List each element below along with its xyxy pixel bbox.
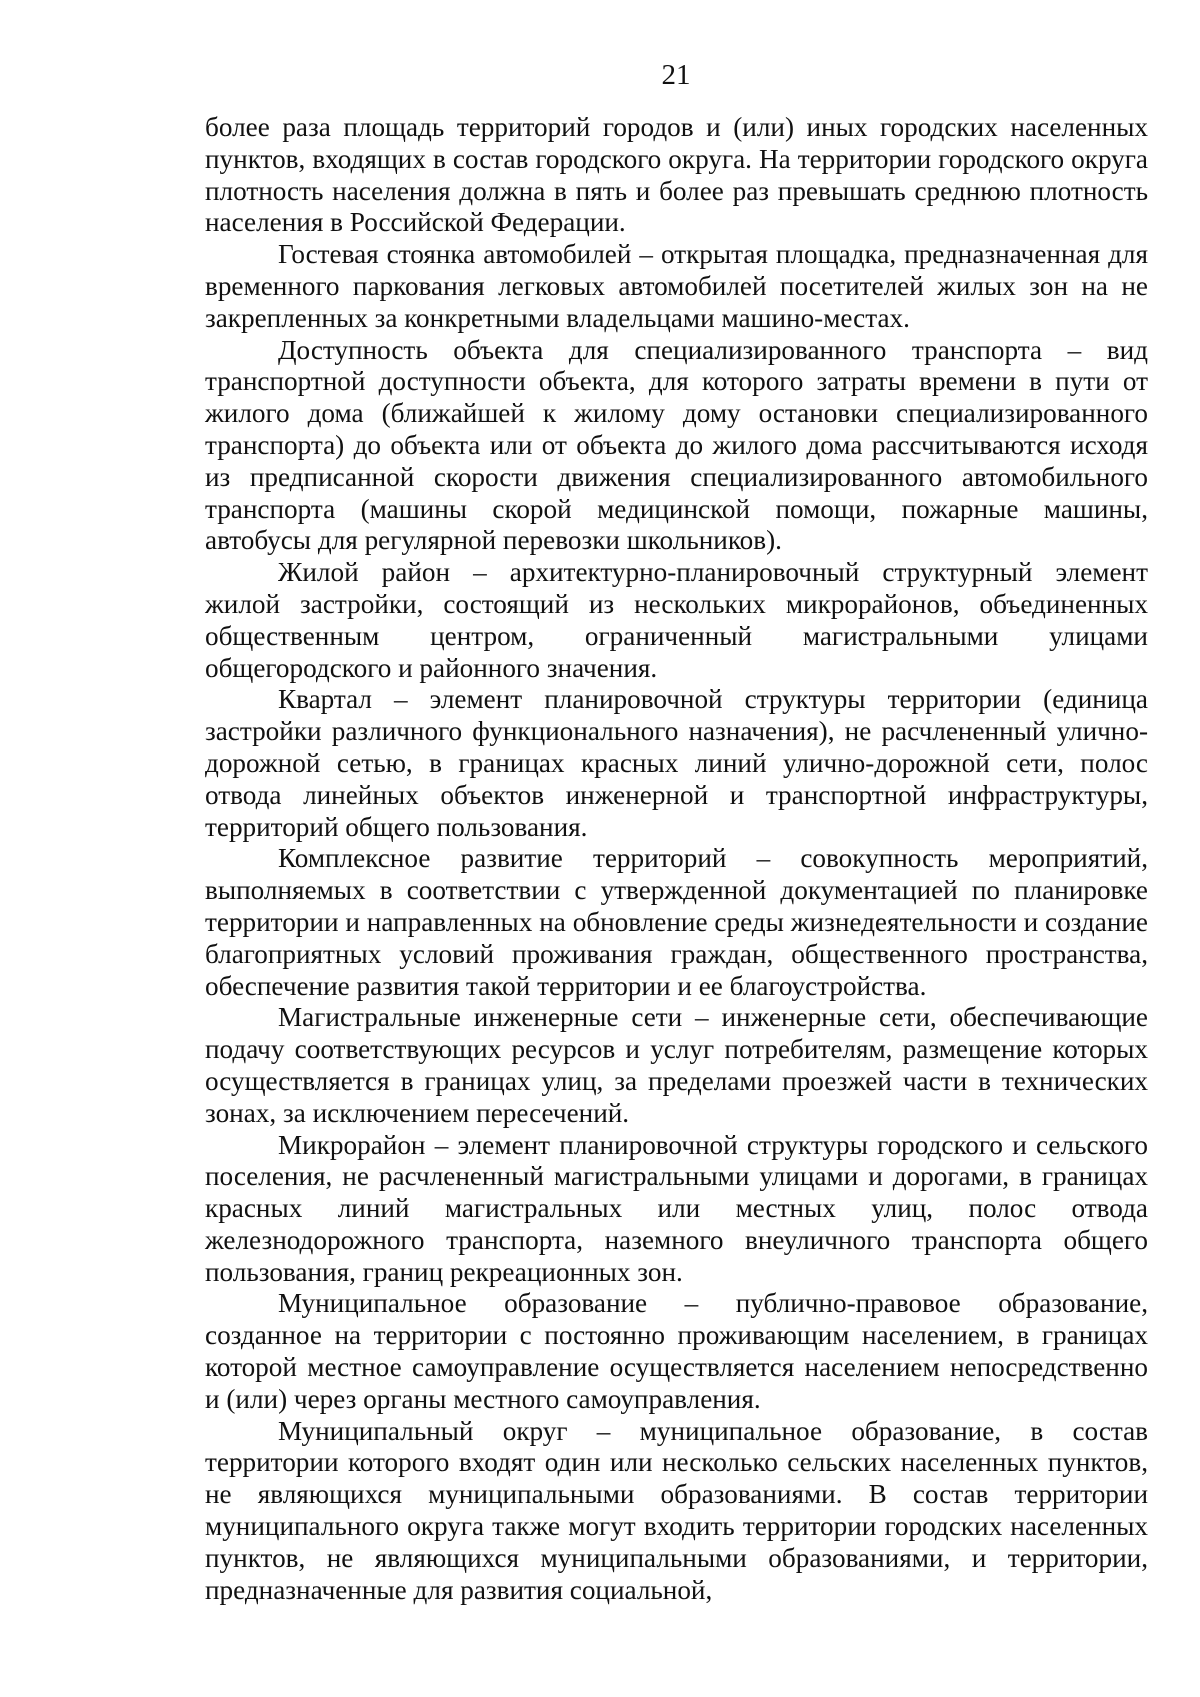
paragraph-municipal-district: Муниципальный округ – муниципальное образование, в состав территории которого входят один или несколько сельских населенных пунктов, не являющихся муниципальными образованиями. В состав территории муниципального округа также могут входить территории городских населенных пунктов, не являющихся муниципальными образованиями, и территории, предназначенные для развития социальной, [205,1415,1148,1605]
paragraph-integrated-development: Комплексное развитие территорий – совокупность мероприятий, выполняемых в соответствии с утвержденной документацией по планировке территории и направленных на обновление среды жизнедеятельности и создание благоприятных условий проживания граждан, общественного пространства, обеспечение развития такой территории и ее благоустройства. [205,843,1148,1001]
paragraph-continuation: более раза площадь территорий городов и (или) иных городских населенных пунктов, входящих в состав городского округа. На территории городского округа плотность населения должна в пять и более раз превышать среднюю плотность населения в Российской Федерации. [205,112,1148,238]
paragraph-trunk-utility-networks: Магистральные инженерные сети – инженерные сети, обеспечивающие подачу соответствующих ресурсов и услуг потребителям, размещение которых осуществляется в границах улиц, за пределами проезжей части в технических зонах, за исключением пересечений. [205,1002,1148,1128]
paragraph-guest-parking: Гостевая стоянка автомобилей – открытая площадка, предназначенная для временного паркования легковых автомобилей посетителей жилых зон на не закрепленных за конкретными владельцами машино-местах. [205,239,1148,333]
paragraph-block: Квартал – элемент планировочной структуры территории (единица застройки различного функционального назначения), не расчлененный улично-дорожной сетью, в границах красных линий улично-дорожной сети, полос отвода линейных объектов инженерной и транспортной инфраструктуры, территорий общего пользования. [205,684,1148,842]
document-body [205,112,1148,1606]
paragraph-municipal-entity: Муниципальное образование – публично-правовое образование, созданное на территории с постоянно проживающим населением, в границах которой местное самоуправление осуществляется населением непосредственно и (или) через органы местного самоуправления. [205,1288,1148,1414]
paragraph-special-transport-accessibility: Доступность объекта для специализированного транспорта – вид транспортной доступности объекта, для которого затраты времени в пути от жилого дома (ближайшей к жилому дому остановки специализированного транспорта) до объекта или от объекта до жилого дома рассчитываются исходя из предписанной скорости движения специализированного автомобильного транспорта (машины скорой медицинской помощи, пожарные машины, автобусы для регулярной перевозки школьников). [205,334,1148,556]
paragraph-residential-district: Жилой район – архитектурно-планировочный структурный элемент жилой застройки, состоящий из нескольких микрорайонов, объединенных общественным центром, ограниченный магистральными улицами общегородского и районного значения. [205,557,1148,683]
paragraph-microdistrict: Микрорайон – элемент планировочной структуры городского и сельского поселения, не расчлененный магистральными улицами и дорогами, в границах красных линий магистральных или местных улиц, полос отвода железнодорожного транспорта, наземного внеуличного транспорта общего пользования, границ рекреационных зон. [205,1129,1148,1287]
page-number: 21 [661,59,691,91]
